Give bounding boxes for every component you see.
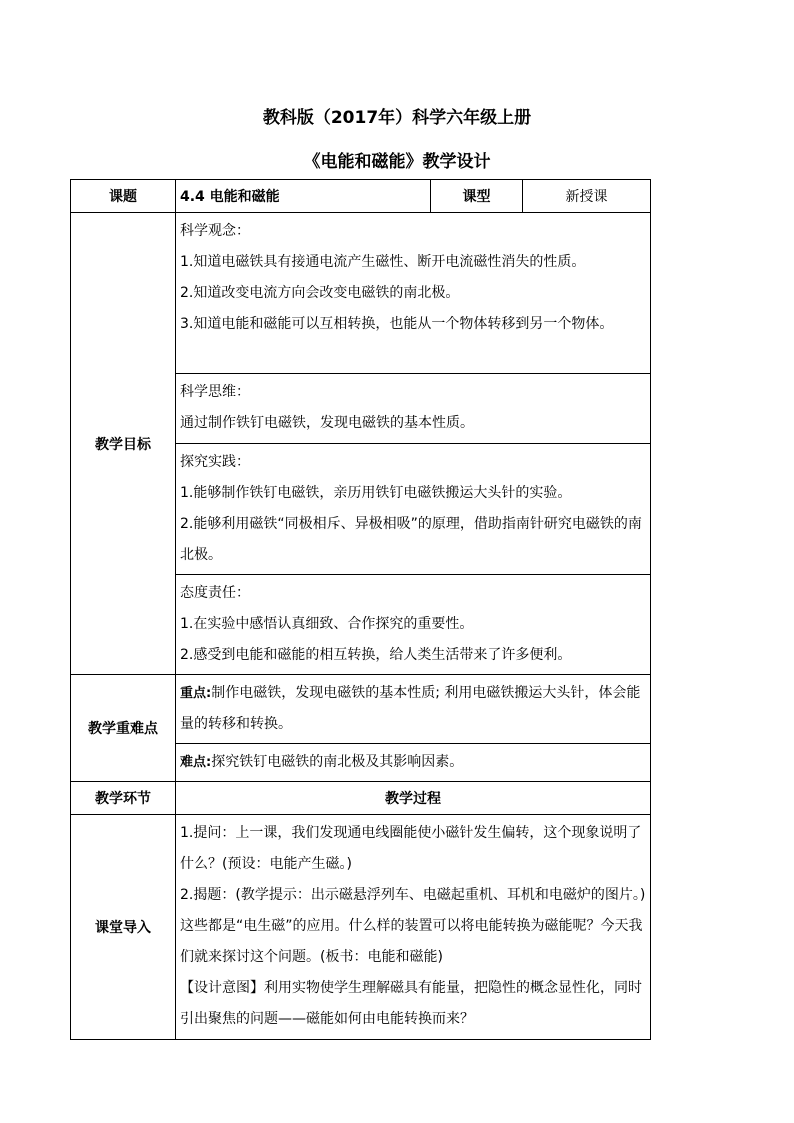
objective-line: 2.感受到电能和磁能的相互转换，给人类生活带来了许多便利。: [180, 647, 572, 663]
intro-line: 2.揭题：(教学提示：出示磁悬浮列车、电磁起重机、耳机和电磁炉的图片。)这些都是“电生磁”的应用。什么样的装置可以将电能转换为磁能呢？今天我们就来探讨这个问题。(板书：电能和磁能): [180, 887, 646, 965]
objective-line: 1.能够制作铁钉电磁铁，亲历用铁钉电磁铁搬运大头针的实验。: [180, 485, 572, 501]
objective-heading: 科学观念：: [180, 223, 250, 239]
process-stage-label: 教学环节: [71, 782, 176, 815]
type-label: 课型: [431, 180, 523, 213]
objective-line: 1.知道电磁铁具有接通电流产生磁性、断开电流磁性消失的性质。: [180, 254, 586, 270]
objective-line: 2.知道改变电流方向会改变电磁铁的南北极。: [180, 285, 460, 301]
document-subtitle: 《电能和磁能》教学设计: [303, 152, 491, 172]
process-title: 教学过程: [176, 782, 651, 815]
difficulty-text: 探究铁钉电磁铁的南北极及其影响因素。: [211, 754, 464, 770]
objective-line: 2.能够利用磁铁“同极相斥、异极相吸”的原理，借助指南针研究电磁铁的南北极。: [180, 516, 642, 563]
objective-line: 3.知道电能和磁能可以互相转换，也能从一个物体转移到另一个物体。: [180, 316, 614, 332]
intro-label: 课堂导入: [71, 815, 176, 1040]
objective-line: 1.在实验中感悟认真细致、合作探究的重要性。: [180, 616, 474, 632]
focus-text: 制作电磁铁，发现电磁铁的基本性质; 利用电磁铁搬运大头针，体会能量的转移和转换。: [180, 685, 641, 732]
objective-heading: 探究实践：: [180, 454, 250, 470]
type-value: 新授课: [523, 180, 651, 213]
intro-row: [71, 815, 651, 1040]
lesson-plan-table: [70, 179, 651, 1040]
objectives-label: 教学目标: [71, 213, 176, 675]
key-points-label: 教学重难点: [71, 675, 176, 782]
objective-block-concepts: [71, 213, 651, 374]
topic-label: 课题: [71, 180, 176, 213]
document-title: 教科版（2017年）科学六年级上册: [262, 108, 532, 128]
process-header-row: [71, 782, 651, 815]
topic-value: 4.4 电能和磁能: [176, 180, 431, 213]
topic-row: [71, 180, 651, 213]
objective-heading: 科学思维：: [180, 384, 250, 400]
objective-heading: 态度责任：: [180, 585, 250, 601]
intro-line: 1.提问：上一课，我们发现通电线圈能使小磁针发生偏转，这个现象说明了什么？(预设：电能产生磁。): [180, 825, 642, 872]
difficulty-label: 难点:: [180, 755, 212, 770]
focus-label: 重点:: [180, 686, 212, 701]
intro-line: 【设计意图】利用实物使学生理解磁具有能量，把隐性的概念显性化，同时引出聚焦的问题——磁能如何由电能转换而来？: [180, 980, 642, 1027]
key-point-row: [71, 675, 651, 744]
objective-line: 通过制作铁钉电磁铁，发现电磁铁的基本性质。: [180, 415, 474, 431]
